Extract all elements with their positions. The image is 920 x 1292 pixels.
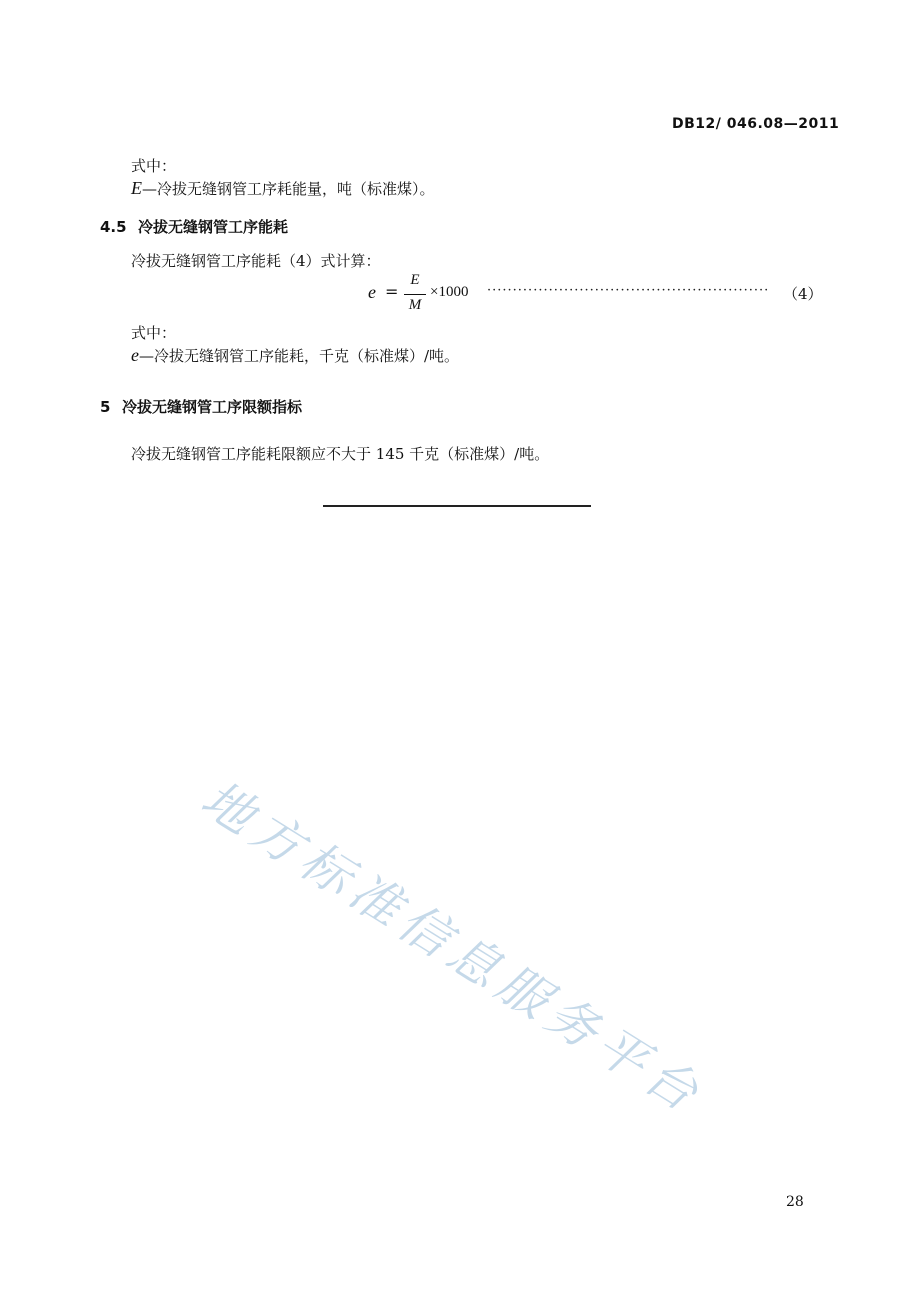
where-label-2: 式中： — [131, 324, 177, 342]
end-rule — [323, 505, 591, 507]
section-5-heading — [100, 396, 302, 417]
fraction-bar — [404, 294, 426, 295]
where-label-1: 式中： — [131, 157, 177, 175]
section-4-5-intro: 冷拔无缝钢管工序能耗（4）式计算： — [131, 252, 381, 270]
var-symbol-e: e — [131, 345, 139, 365]
watermark: 地方标准信息服务平台 — [191, 769, 715, 1126]
formula-numerator: E — [410, 272, 420, 288]
variable-definition-e — [131, 345, 459, 366]
standard-code: DB12/ 046.08—2011 — [672, 116, 840, 132]
var-desc-E: —冷拔无缝钢管工序耗能量，吨（标准煤）。 — [142, 180, 435, 198]
section-5-body: 冷拔无缝钢管工序能耗限额应不大于 145 千克（标准煤）/吨。 — [131, 445, 550, 463]
variable-definition-E — [131, 178, 435, 199]
section-5-title: 冷拔无缝钢管工序限额指标 — [122, 398, 303, 416]
section-4-5-heading — [100, 216, 288, 237]
formula-equation-number: （4） — [783, 285, 823, 303]
page-number: 28 — [786, 1194, 804, 1210]
formula-equals: = — [385, 282, 399, 301]
var-desc-e: —冷拔无缝钢管工序能耗，千克（标准煤）/吨。 — [139, 347, 460, 365]
formula-lhs: e — [368, 282, 376, 302]
section-4-5-number: 4.5 — [100, 218, 127, 236]
formula-leader-dots: ······················································· — [487, 283, 770, 298]
formula-denominator: M — [408, 297, 422, 313]
section-5-number: 5 — [100, 398, 111, 416]
section-4-5-title: 冷拔无缝钢管工序能耗 — [138, 218, 289, 236]
formula-times-factor: ×1000 — [430, 284, 469, 300]
var-symbol-E: E — [131, 178, 142, 198]
